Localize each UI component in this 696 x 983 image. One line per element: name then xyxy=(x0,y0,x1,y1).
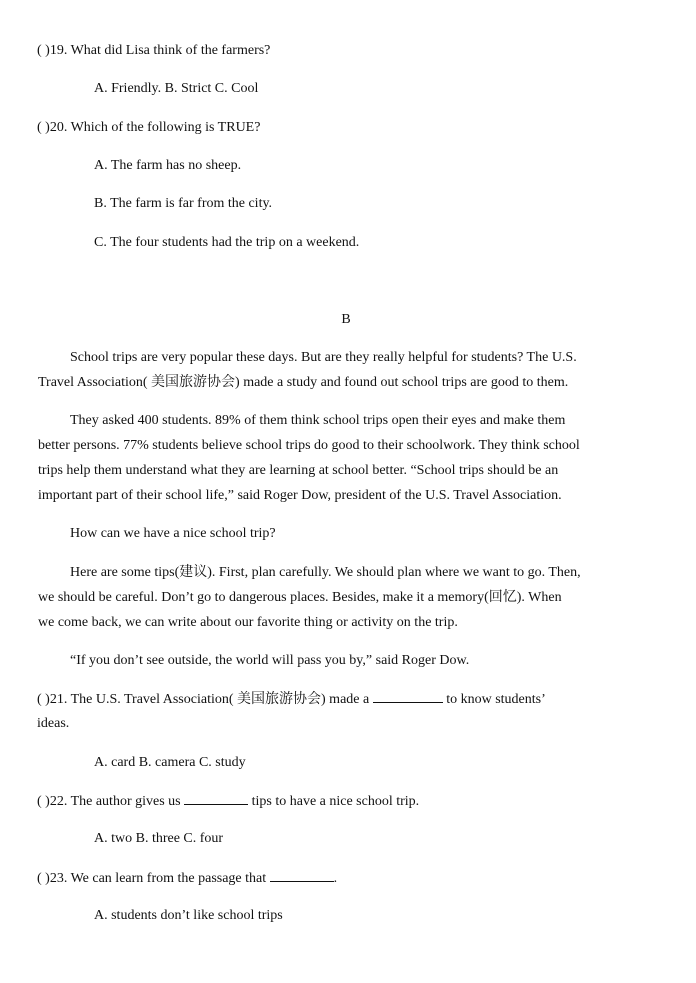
question-22-text-after: tips to have a nice school trip. xyxy=(251,794,420,809)
section-title: B xyxy=(341,312,351,327)
question-20-option-c: C. The four students had the trip on a weekend. xyxy=(94,235,360,250)
question-22-options: A. two B. three C. four xyxy=(94,831,224,846)
passage-p5: “If you don’t see outside, the world will pass you by,” said Roger Dow. xyxy=(70,653,470,668)
passage-p4-line2: we should be careful. Don’t go to dangerous places. Besides, make it a memory(回忆). When xyxy=(38,590,562,605)
passage-p2-line2: better persons. 77% students believe school trips do good to their schoolwork. They think school xyxy=(38,438,580,453)
passage-p4-line3: we come back, we can write about our favorite thing or activity on the trip. xyxy=(38,615,458,630)
question-22 xyxy=(37,792,419,811)
question-23-text-after: . xyxy=(333,871,338,886)
question-21-text-after: to know students’ xyxy=(446,692,546,707)
question-19: ( )19. What did Lisa think of the farmers? xyxy=(37,43,271,58)
question-23-option-a: A. students don’t like school trips xyxy=(94,908,283,923)
answer-blank-21[interactable] xyxy=(373,690,443,703)
question-21 xyxy=(37,690,546,709)
question-21-options: A. card B. camera C. study xyxy=(94,755,246,770)
passage-p3: How can we have a nice school trip? xyxy=(70,526,276,541)
passage-p2-line1: They asked 400 students. 89% of them think school trips open their eyes and make them xyxy=(70,413,566,428)
passage-p4-line1: Here are some tips(建议). First, plan carefully. We should plan where we want to go. Then, xyxy=(70,565,581,580)
answer-blank-22[interactable] xyxy=(184,792,248,805)
question-19-options: A. Friendly. B. Strict C. Cool xyxy=(94,81,259,96)
passage-p2-line3: trips help them understand what they are learning at school better. “School trips should be an xyxy=(38,463,559,478)
question-20: ( )20. Which of the following is TRUE? xyxy=(37,120,261,135)
question-20-option-b: B. The farm is far from the city. xyxy=(94,196,273,211)
question-21-text-before: ( )21. The U.S. Travel Association( 美国旅游协会) made a xyxy=(37,692,370,707)
passage-p2-line4: important part of their school life,” said Roger Dow, president of the U.S. Travel Association. xyxy=(38,488,562,503)
passage-p1-line2: Travel Association( 美国旅游协会) made a study and found out school trips are good to them. xyxy=(38,375,569,390)
question-23-text-before: ( )23. We can learn from the passage that xyxy=(37,871,267,886)
answer-blank-23[interactable] xyxy=(270,869,334,882)
question-21-line2: ideas. xyxy=(37,716,70,731)
question-23 xyxy=(37,869,337,888)
question-20-option-a: A. The farm has no sheep. xyxy=(94,158,242,173)
passage-p1-line1: School trips are very popular these days. But are they really helpful for students? The U.S. xyxy=(70,350,577,365)
question-22-text-before: ( )22. The author gives us xyxy=(37,794,181,809)
